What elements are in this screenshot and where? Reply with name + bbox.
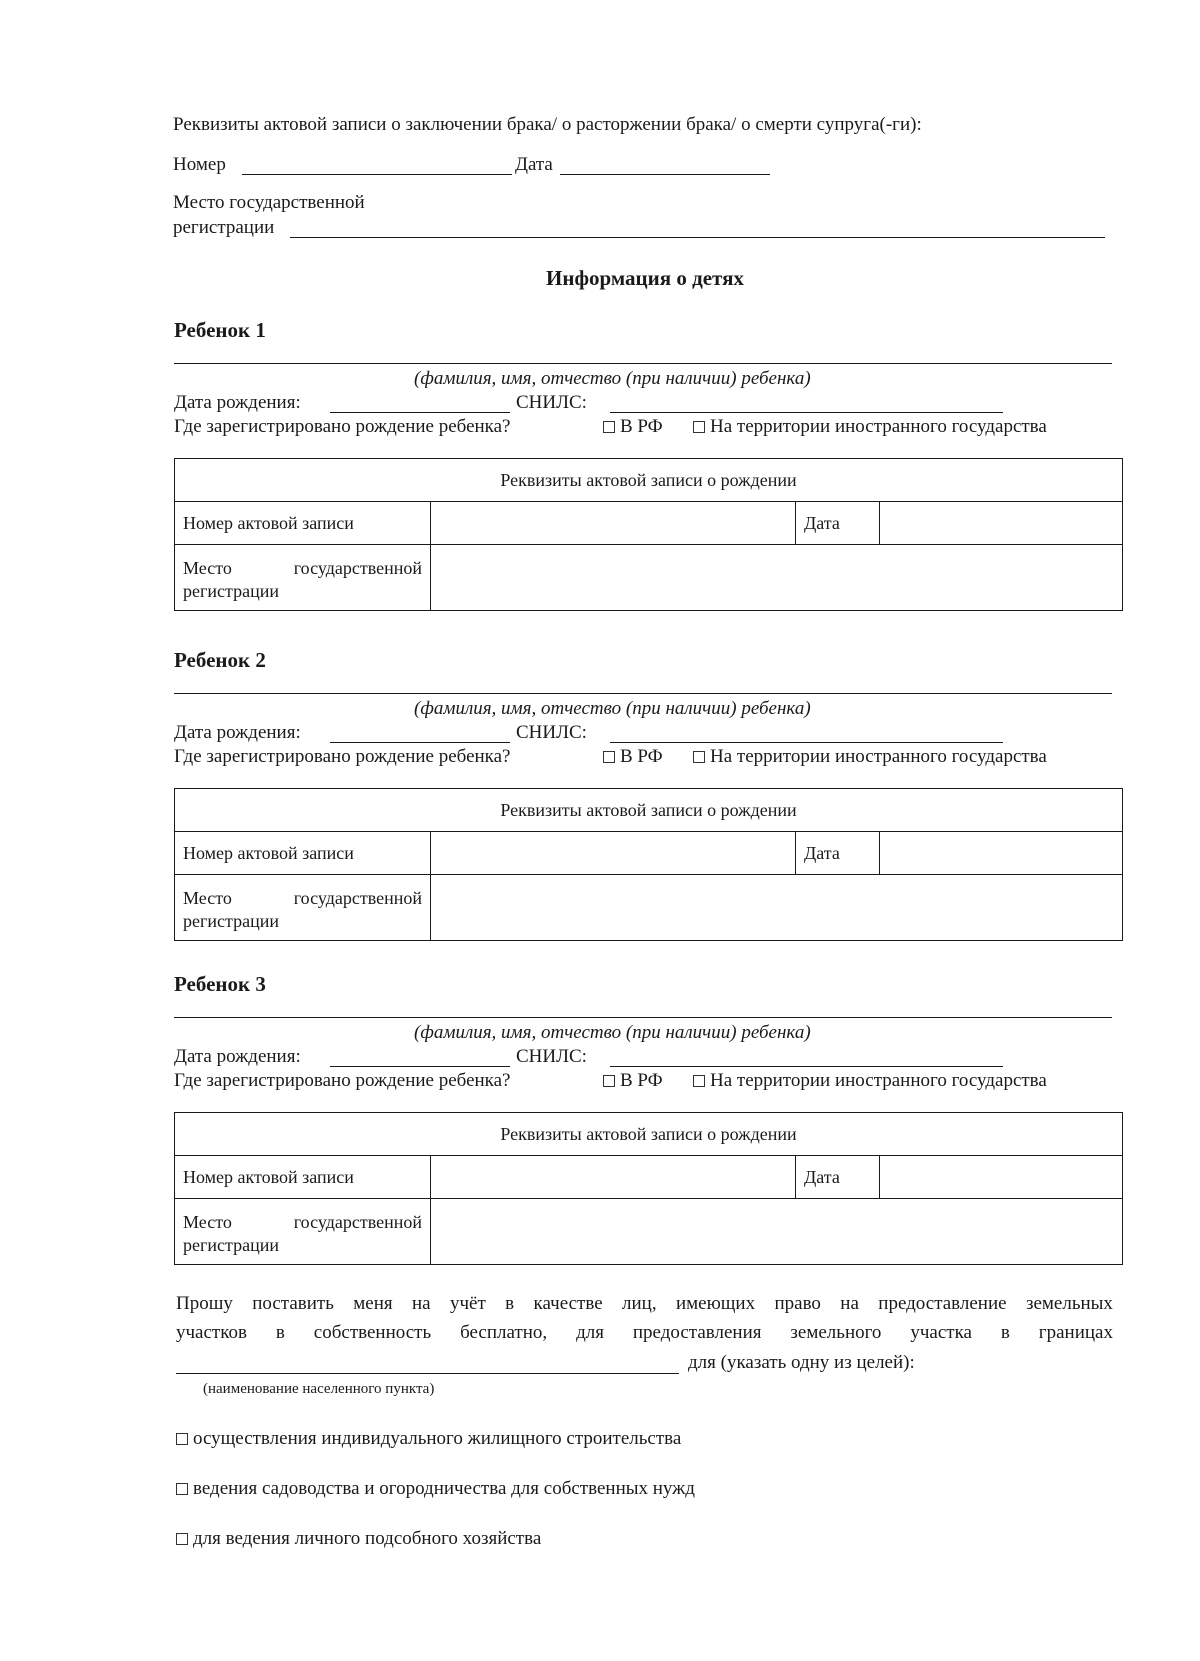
birth-record-table xyxy=(174,788,1123,941)
record-number-label: Номер актовой записи xyxy=(175,502,431,545)
child-option-rf[interactable] xyxy=(603,746,663,768)
child-snils-label: СНИЛС: xyxy=(516,722,587,743)
checkbox-icon[interactable] xyxy=(603,421,615,433)
child-full-name-field[interactable] xyxy=(174,693,1112,694)
place-word: государственной xyxy=(293,888,422,908)
child-snils-label: СНИЛС: xyxy=(516,392,587,413)
birth-record-table xyxy=(174,1112,1123,1265)
child-birth-date-field[interactable] xyxy=(330,412,510,413)
request-word: Прошу xyxy=(176,1293,233,1314)
record-number-cell[interactable] xyxy=(431,1156,796,1199)
child-heading: Ребенок 1 xyxy=(174,318,266,342)
purpose-option-housing[interactable] xyxy=(176,1428,681,1450)
purpose-option-household[interactable] xyxy=(176,1528,541,1550)
marriage-number-field[interactable] xyxy=(242,174,512,175)
registration-place-cell[interactable] xyxy=(431,875,1123,941)
child-snils-label: СНИЛС: xyxy=(516,1046,587,1067)
request-word: для xyxy=(576,1322,604,1343)
child-snils-field[interactable] xyxy=(610,1066,1003,1067)
birth-record-table xyxy=(174,458,1123,611)
place-word: регистрации xyxy=(183,580,279,601)
settlement-caption: (наименование населенного пункта) xyxy=(203,1381,435,1397)
child-option-rf[interactable] xyxy=(603,416,663,438)
request-word: учёт xyxy=(450,1293,486,1314)
marriage-date-label: Дата xyxy=(515,154,553,175)
place-word: государственной xyxy=(293,558,422,578)
registration-place-label xyxy=(175,545,431,611)
checkbox-icon[interactable] xyxy=(176,1533,188,1545)
child-name-caption: (фамилия, имя, отчество (при наличии) ребенка) xyxy=(414,368,811,389)
option-label: В РФ xyxy=(620,416,663,437)
record-date-cell[interactable] xyxy=(880,832,1123,875)
request-word: участка xyxy=(910,1322,972,1343)
record-date-cell[interactable] xyxy=(880,502,1123,545)
request-word: в xyxy=(505,1293,515,1314)
child-option-foreign[interactable] xyxy=(693,1070,1047,1092)
request-word: в xyxy=(275,1322,285,1343)
request-line-3-suffix: для (указать одну из целей): xyxy=(688,1352,915,1373)
place-word: Место xyxy=(183,1212,232,1232)
child-full-name-field[interactable] xyxy=(174,1017,1112,1018)
request-word: поставить xyxy=(252,1293,334,1314)
purpose-option-gardening[interactable] xyxy=(176,1478,695,1500)
record-number-label: Номер актовой записи xyxy=(175,1156,431,1199)
purpose-label: ведения садоводства и огородничества для собственных нужд xyxy=(193,1478,695,1499)
request-word: границах xyxy=(1038,1322,1113,1343)
purpose-label: осуществления индивидуального жилищного строительства xyxy=(193,1428,682,1449)
purpose-label: для ведения личного подсобного хозяйства xyxy=(193,1528,542,1549)
child-name-caption: (фамилия, имя, отчество (при наличии) ребенка) xyxy=(414,1022,811,1043)
child-snils-field[interactable] xyxy=(610,412,1003,413)
marriage-date-field[interactable] xyxy=(560,174,770,175)
child-full-name-field[interactable] xyxy=(174,363,1112,364)
child-birth-registration-question: Где зарегистрировано рождение ребенка? xyxy=(174,746,511,767)
record-number-cell[interactable] xyxy=(431,502,796,545)
child-option-foreign[interactable] xyxy=(693,746,1047,768)
marriage-place-field[interactable] xyxy=(290,237,1105,238)
marriage-place-label-line1: Место государственной xyxy=(173,192,365,213)
place-word: регистрации xyxy=(183,910,279,931)
request-word: земельного xyxy=(790,1322,882,1343)
checkbox-icon[interactable] xyxy=(176,1433,188,1445)
request-word: предоставления xyxy=(632,1322,762,1343)
request-word: на xyxy=(412,1293,431,1314)
request-word: бесплатно, xyxy=(460,1322,548,1343)
request-word: участков xyxy=(176,1322,247,1343)
birth-record-table-title: Реквизиты актовой записи о рождении xyxy=(175,789,1123,832)
checkbox-icon[interactable] xyxy=(693,1075,705,1087)
option-label: На территории иностранного государства xyxy=(710,746,1047,767)
child-name-caption: (фамилия, имя, отчество (при наличии) ребенка) xyxy=(414,698,811,719)
place-word: регистрации xyxy=(183,1234,279,1255)
request-word: меня xyxy=(353,1293,393,1314)
request-word: качестве xyxy=(533,1293,603,1314)
settlement-name-field[interactable] xyxy=(176,1373,679,1374)
place-word: Место xyxy=(183,558,232,578)
request-word: собственность xyxy=(313,1322,432,1343)
request-word: предоставление xyxy=(878,1293,1007,1314)
request-word: в xyxy=(1000,1322,1010,1343)
child-snils-field[interactable] xyxy=(610,742,1003,743)
request-line-2 xyxy=(176,1322,1113,1344)
child-option-rf[interactable] xyxy=(603,1070,663,1092)
child-heading: Ребенок 2 xyxy=(174,648,266,672)
marriage-number-label: Номер xyxy=(173,154,226,175)
option-label: На территории иностранного государства xyxy=(710,1070,1047,1091)
registration-place-label xyxy=(175,875,431,941)
child-birth-date-label: Дата рождения: xyxy=(174,722,301,743)
registration-place-label xyxy=(175,1199,431,1265)
checkbox-icon[interactable] xyxy=(176,1483,188,1495)
request-word: право xyxy=(774,1293,821,1314)
child-birth-date-field[interactable] xyxy=(330,742,510,743)
birth-record-table-title: Реквизиты актовой записи о рождении xyxy=(175,1113,1123,1156)
child-heading: Ребенок 3 xyxy=(174,972,266,996)
checkbox-icon[interactable] xyxy=(603,751,615,763)
record-number-cell[interactable] xyxy=(431,832,796,875)
option-label: На территории иностранного государства xyxy=(710,416,1047,437)
child-birth-date-field[interactable] xyxy=(330,1066,510,1067)
child-birth-date-label: Дата рождения: xyxy=(174,392,301,413)
place-word: Место xyxy=(183,888,232,908)
child-option-foreign[interactable] xyxy=(693,416,1047,438)
request-line-1 xyxy=(176,1293,1113,1315)
registration-place-cell[interactable] xyxy=(431,1199,1123,1265)
children-section-heading: Информация о детях xyxy=(546,266,744,290)
record-date-label: Дата xyxy=(796,1156,880,1199)
child-birth-date-label: Дата рождения: xyxy=(174,1046,301,1067)
option-label: В РФ xyxy=(620,746,663,767)
child-birth-registration-question: Где зарегистрировано рождение ребенка? xyxy=(174,416,511,437)
birth-record-table-title: Реквизиты актовой записи о рождении xyxy=(175,459,1123,502)
checkbox-icon[interactable] xyxy=(693,421,705,433)
marriage-place-label-line2: регистрации xyxy=(173,217,275,238)
record-date-cell[interactable] xyxy=(880,1156,1123,1199)
record-date-label: Дата xyxy=(796,502,880,545)
marriage-record-title: Реквизиты актовой записи о заключении брака/ о расторжении брака/ о смерти супруга(-ги): xyxy=(173,114,922,135)
registration-place-cell[interactable] xyxy=(431,545,1123,611)
request-word: земельных xyxy=(1025,1293,1113,1314)
checkbox-icon[interactable] xyxy=(693,751,705,763)
checkbox-icon[interactable] xyxy=(603,1075,615,1087)
request-word: лиц, xyxy=(622,1293,657,1314)
place-word: государственной xyxy=(293,1212,422,1232)
record-date-label: Дата xyxy=(796,832,880,875)
record-number-label: Номер актовой записи xyxy=(175,832,431,875)
request-word: имеющих xyxy=(675,1293,756,1314)
request-word: на xyxy=(840,1293,859,1314)
child-birth-registration-question: Где зарегистрировано рождение ребенка? xyxy=(174,1070,511,1091)
option-label: В РФ xyxy=(620,1070,663,1091)
